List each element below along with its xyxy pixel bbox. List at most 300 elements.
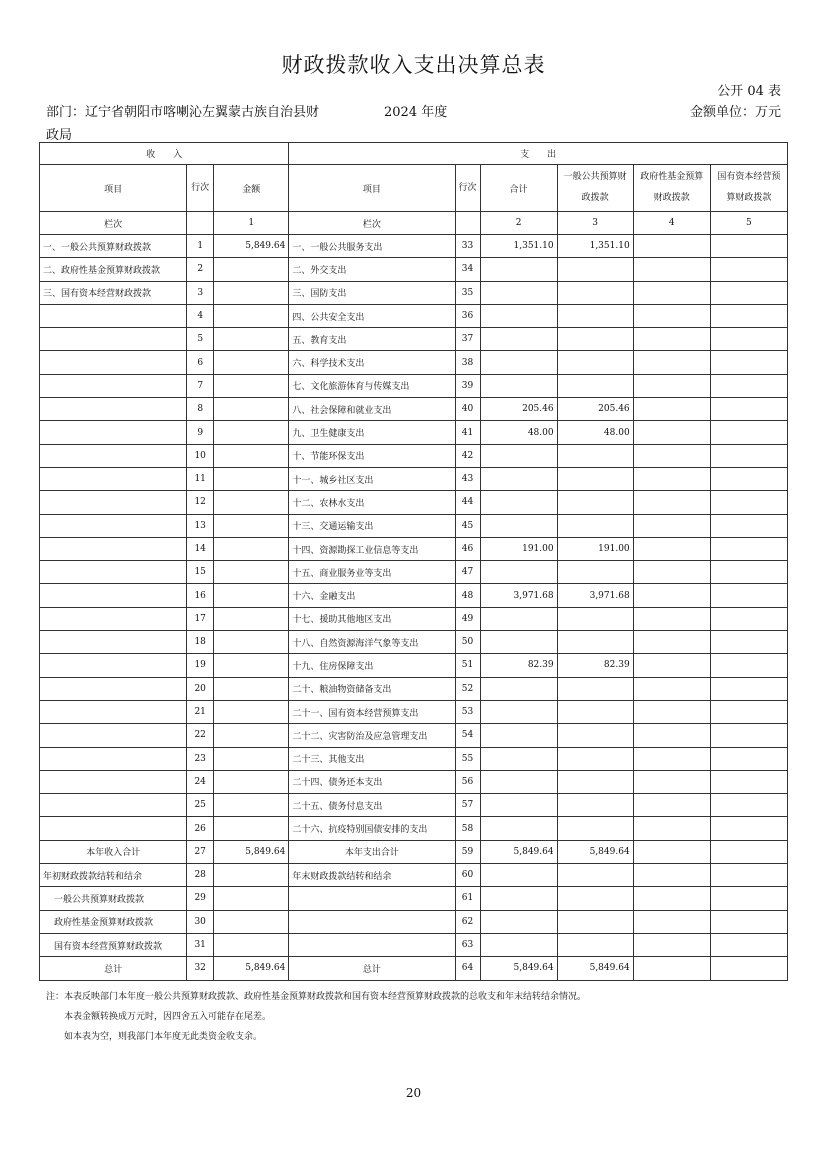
expense-row-no-cell: 38: [455, 351, 480, 374]
expense-row-no-cell: 55: [455, 747, 480, 770]
expense-total-cell: [480, 281, 557, 304]
expense-item-cell: 二、外交支出: [289, 258, 455, 281]
expense-total-cell: [480, 887, 557, 910]
income-amount-cell: [214, 933, 289, 956]
table-row: [40, 957, 788, 980]
expense-item-cell: 十六、金融支出: [289, 584, 455, 607]
gov-fund-cell: [633, 677, 710, 700]
income-row-no-cell: 3: [187, 281, 214, 304]
table-row: [40, 840, 788, 863]
expense-row-no-header: 行次: [455, 165, 480, 212]
income-row-no-cell: 5: [187, 328, 214, 351]
general-budget-cell: [557, 724, 633, 747]
income-item-cell: 本年收入合计: [40, 840, 187, 863]
income-header: 收 入: [40, 143, 289, 165]
state-capital-cell: [710, 700, 787, 723]
gov-fund-cell: [633, 584, 710, 607]
expense-total-cell: 191.00: [480, 537, 557, 560]
expense-item-header: 项目: [289, 165, 455, 212]
expense-total-cell: [480, 467, 557, 490]
empty-cell: [455, 212, 480, 235]
expense-total-cell: [480, 724, 557, 747]
department: [46, 101, 346, 147]
income-item-cell: [40, 747, 187, 770]
income-amount-cell: [214, 514, 289, 537]
expense-total-cell: 3,971.68: [480, 584, 557, 607]
income-amount-cell: [214, 631, 289, 654]
expense-row-no-cell: 52: [455, 677, 480, 700]
general-budget-cell: [557, 374, 633, 397]
expense-total-cell: [480, 794, 557, 817]
income-col-label: 栏次: [40, 212, 187, 235]
expense-total-cell: [480, 933, 557, 956]
income-row-no-cell: 16: [187, 584, 214, 607]
expense-total-cell: [480, 258, 557, 281]
general-budget-cell: [557, 607, 633, 630]
gov-fund-cell: [633, 561, 710, 584]
table-row: [40, 328, 788, 351]
general-budget-cell: [557, 328, 633, 351]
expense-total-cell: [480, 864, 557, 887]
income-row-no-cell: 25: [187, 794, 214, 817]
expense-item-cell: 十三、交通运输支出: [289, 514, 455, 537]
amount-unit: 金额单位：万元: [689, 105, 781, 120]
state-capital-cell: [710, 957, 787, 980]
gov-fund-cell: [633, 491, 710, 514]
expense-item-cell: 十四、资源勘探工业信息等支出: [289, 537, 455, 560]
income-item-cell: [40, 677, 187, 700]
income-amount-cell: [214, 398, 289, 421]
gov-fund-cell: [633, 747, 710, 770]
expense-row-no-cell: 42: [455, 444, 480, 467]
col-number-5: 5: [710, 212, 787, 235]
expense-item-cell: 九、卫生健康支出: [289, 421, 455, 444]
note-2: 本表金额转换成万元时，因四舍五入可能存在尾差。: [64, 1012, 272, 1022]
income-row-no-cell: 15: [187, 561, 214, 584]
general-budget-cell: [557, 770, 633, 793]
income-amount-cell: [214, 677, 289, 700]
state-capital-cell: [710, 444, 787, 467]
income-row-no-cell: 2: [187, 258, 214, 281]
expense-total-cell: 5,849.64: [480, 957, 557, 980]
expense-row-no-cell: 33: [455, 235, 480, 258]
state-capital-cell: [710, 910, 787, 933]
gov-fund-cell: [633, 770, 710, 793]
expense-row-no-cell: 47: [455, 561, 480, 584]
income-row-no-cell: 22: [187, 724, 214, 747]
expense-item-cell: [289, 887, 455, 910]
general-budget-header: 一般公共预算财政拨款: [557, 165, 633, 212]
col-number-2: 2: [480, 212, 557, 235]
expense-total-cell: [480, 328, 557, 351]
page-title: 财政拨款收入支出决算总表: [281, 53, 546, 77]
state-capital-cell: [710, 770, 787, 793]
expense-row-no-cell: 43: [455, 467, 480, 490]
table-row: [40, 514, 788, 537]
income-amount-cell: [214, 794, 289, 817]
state-capital-cell: [710, 840, 787, 863]
table-row: [40, 933, 788, 956]
income-amount-cell: [214, 724, 289, 747]
footnotes: [46, 987, 586, 1047]
expense-item-cell: 二十、粮油物资储备支出: [289, 677, 455, 700]
income-row-no-cell: 8: [187, 398, 214, 421]
table-row: [40, 631, 788, 654]
expense-row-no-cell: 48: [455, 584, 480, 607]
state-capital-cell: [710, 537, 787, 560]
income-amount-cell: [214, 584, 289, 607]
column-number-row: [40, 212, 788, 235]
general-budget-cell: [557, 304, 633, 327]
gov-fund-cell: [633, 235, 710, 258]
income-item-cell: 一、一般公共预算财政拨款: [40, 235, 187, 258]
expense-total-cell: 48.00: [480, 421, 557, 444]
form-number: 公开 04 表: [717, 84, 781, 99]
gov-fund-cell: [633, 957, 710, 980]
col-number-3: 3: [557, 212, 633, 235]
income-amount-cell: 5,849.64: [214, 840, 289, 863]
expense-item-cell: 十二、农林水支出: [289, 491, 455, 514]
income-amount-cell: [214, 421, 289, 444]
note-1: 注：本表反映部门本年度一般公共预算财政拨款、政府性基金预算财政拨款和国有资本经营预算财政拨款的总收支和年末结转结余情况。: [46, 992, 587, 1002]
table-row: [40, 607, 788, 630]
income-amount-cell: [214, 444, 289, 467]
state-capital-cell: [710, 351, 787, 374]
table-row: [40, 235, 788, 258]
fiscal-year: 2024 年度: [384, 105, 448, 120]
expense-row-no-cell: 50: [455, 631, 480, 654]
income-amount-cell: [214, 654, 289, 677]
income-row-no-cell: 7: [187, 374, 214, 397]
page-number: 20: [405, 1086, 422, 1100]
table-row: [40, 444, 788, 467]
expense-row-no-cell: 61: [455, 887, 480, 910]
gov-fund-cell: [633, 281, 710, 304]
income-row-no-cell: 24: [187, 770, 214, 793]
income-row-no-cell: 30: [187, 910, 214, 933]
expense-row-no-cell: 51: [455, 654, 480, 677]
table-row: [40, 724, 788, 747]
gov-fund-cell: [633, 864, 710, 887]
income-amount-cell: [214, 770, 289, 793]
state-capital-cell: [710, 677, 787, 700]
income-item-cell: [40, 654, 187, 677]
general-budget-cell: [557, 910, 633, 933]
state-capital-cell: [710, 584, 787, 607]
income-amount-cell: [214, 467, 289, 490]
gov-fund-cell: [633, 840, 710, 863]
state-capital-cell: [710, 561, 787, 584]
state-capital-cell: [710, 421, 787, 444]
gov-fund-cell: [633, 421, 710, 444]
state-capital-cell: [710, 887, 787, 910]
expense-item-cell: 本年支出合计: [289, 840, 455, 863]
income-amount-cell: [214, 747, 289, 770]
state-capital-cell: [710, 398, 787, 421]
expense-total-cell: 82.39: [480, 654, 557, 677]
income-row-no-cell: 6: [187, 351, 214, 374]
income-row-no-cell: 31: [187, 933, 214, 956]
table-row: [40, 491, 788, 514]
gov-fund-cell: [633, 887, 710, 910]
state-capital-cell: [710, 328, 787, 351]
expense-total-cell: [480, 374, 557, 397]
income-row-no-cell: 17: [187, 607, 214, 630]
state-capital-cell: [710, 933, 787, 956]
general-budget-cell: [557, 933, 633, 956]
expense-total-cell: [480, 491, 557, 514]
table-row: [40, 258, 788, 281]
expense-row-no-cell: 45: [455, 514, 480, 537]
income-item-cell: [40, 700, 187, 723]
gov-fund-cell: [633, 537, 710, 560]
expense-row-no-cell: 58: [455, 817, 480, 840]
expense-total-cell: [480, 817, 557, 840]
state-capital-cell: [710, 514, 787, 537]
table-row: [40, 467, 788, 490]
table-row: [40, 351, 788, 374]
expense-item-cell: 十五、商业服务业等支出: [289, 561, 455, 584]
expense-row-no-cell: 54: [455, 724, 480, 747]
gov-fund-cell: [633, 933, 710, 956]
expense-row-no-cell: 35: [455, 281, 480, 304]
state-capital-cell: [710, 724, 787, 747]
state-capital-cell: [710, 235, 787, 258]
expense-total-cell: 205.46: [480, 398, 557, 421]
income-item-cell: [40, 328, 187, 351]
table-row: [40, 374, 788, 397]
gov-fund-cell: [633, 258, 710, 281]
gov-fund-cell: [633, 631, 710, 654]
table-row: [40, 817, 788, 840]
expense-row-no-cell: 37: [455, 328, 480, 351]
income-amount-cell: [214, 817, 289, 840]
income-row-no-cell: 18: [187, 631, 214, 654]
department-line-2: 政局: [46, 128, 73, 143]
gov-fund-cell: [633, 724, 710, 747]
general-budget-cell: 191.00: [557, 537, 633, 560]
income-item-cell: [40, 561, 187, 584]
income-amount-cell: [214, 910, 289, 933]
income-amount-cell: [214, 537, 289, 560]
expense-total-cell: [480, 444, 557, 467]
expense-row-no-cell: 59: [455, 840, 480, 863]
expense-row-no-cell: 49: [455, 607, 480, 630]
budget-summary-table: [39, 142, 788, 981]
column-header-row: [40, 165, 788, 212]
table-row: [40, 910, 788, 933]
expense-row-no-cell: 46: [455, 537, 480, 560]
income-amount-cell: [214, 351, 289, 374]
general-budget-cell: [557, 794, 633, 817]
table-row: [40, 561, 788, 584]
expense-item-cell: 二十五、债务付息支出: [289, 794, 455, 817]
income-item-cell: [40, 817, 187, 840]
general-budget-cell: [557, 514, 633, 537]
income-amount-cell: [214, 700, 289, 723]
gov-fund-cell: [633, 467, 710, 490]
expense-total-cell: [480, 304, 557, 327]
col-number-1: 1: [214, 212, 289, 235]
gov-fund-cell: [633, 304, 710, 327]
income-item-cell: [40, 374, 187, 397]
expense-item-cell: 七、文化旅游体育与传媒支出: [289, 374, 455, 397]
income-item-cell: [40, 351, 187, 374]
general-budget-cell: [557, 281, 633, 304]
general-budget-cell: [557, 887, 633, 910]
gov-fund-cell: [633, 351, 710, 374]
general-budget-cell: 82.39: [557, 654, 633, 677]
expense-row-no-cell: 39: [455, 374, 480, 397]
income-row-no-cell: 21: [187, 700, 214, 723]
general-budget-cell: 48.00: [557, 421, 633, 444]
expense-item-cell: 二十一、国有资本经营预算支出: [289, 700, 455, 723]
expense-total-cell: [480, 561, 557, 584]
expense-row-no-cell: 44: [455, 491, 480, 514]
income-amount-cell: [214, 561, 289, 584]
gov-fund-cell: [633, 444, 710, 467]
income-amount-cell: [214, 281, 289, 304]
general-budget-cell: [557, 467, 633, 490]
table-row: [40, 584, 788, 607]
general-budget-cell: 1,351.10: [557, 235, 633, 258]
general-budget-cell: [557, 491, 633, 514]
expense-item-cell: 五、教育支出: [289, 328, 455, 351]
income-row-no-header: 行次: [187, 165, 214, 212]
general-budget-cell: [557, 258, 633, 281]
expense-total-header: 合计: [480, 165, 557, 212]
expense-item-cell: 十七、援助其他地区支出: [289, 607, 455, 630]
expense-total-cell: [480, 607, 557, 630]
expense-row-no-cell: 53: [455, 700, 480, 723]
state-capital-cell: [710, 467, 787, 490]
expense-item-cell: 一、一般公共服务支出: [289, 235, 455, 258]
department-line-1: 部门：辽宁省朝阳市喀喇沁左翼蒙古族自治县财: [46, 105, 320, 120]
table-row: [40, 794, 788, 817]
expense-item-cell: 年末财政拨款结转和结余: [289, 864, 455, 887]
table-row: [40, 677, 788, 700]
expense-row-no-cell: 40: [455, 398, 480, 421]
gov-fund-cell: [633, 374, 710, 397]
expense-col-label: 栏次: [289, 212, 455, 235]
expense-item-cell: 六、科学技术支出: [289, 351, 455, 374]
income-row-no-cell: 1: [187, 235, 214, 258]
income-amount-cell: [214, 304, 289, 327]
income-row-no-cell: 11: [187, 467, 214, 490]
table-row: [40, 304, 788, 327]
expense-row-no-cell: 62: [455, 910, 480, 933]
income-row-no-cell: 23: [187, 747, 214, 770]
expense-total-cell: [480, 514, 557, 537]
income-row-no-cell: 14: [187, 537, 214, 560]
income-item-cell: [40, 304, 187, 327]
expense-row-no-cell: 41: [455, 421, 480, 444]
income-amount-cell: [214, 887, 289, 910]
general-budget-cell: [557, 561, 633, 584]
income-amount-cell: [214, 374, 289, 397]
income-row-no-cell: 27: [187, 840, 214, 863]
income-amount-cell: 5,849.64: [214, 957, 289, 980]
expense-total-cell: [480, 631, 557, 654]
expense-total-cell: [480, 700, 557, 723]
state-capital-cell: [710, 864, 787, 887]
state-capital-cell: [710, 258, 787, 281]
general-budget-cell: [557, 631, 633, 654]
expense-row-no-cell: 36: [455, 304, 480, 327]
expense-item-cell: 总计: [289, 957, 455, 980]
state-capital-cell: [710, 631, 787, 654]
expense-row-no-cell: 60: [455, 864, 480, 887]
state-capital-cell: [710, 304, 787, 327]
income-item-cell: 政府性基金预算财政拨款: [40, 910, 187, 933]
state-capital-cell: [710, 817, 787, 840]
expense-total-cell: [480, 351, 557, 374]
income-amount-cell: 5,849.64: [214, 235, 289, 258]
income-item-cell: [40, 444, 187, 467]
general-budget-cell: 5,849.64: [557, 957, 633, 980]
table-row: [40, 700, 788, 723]
income-item-cell: [40, 514, 187, 537]
table-row: [40, 537, 788, 560]
income-row-no-cell: 29: [187, 887, 214, 910]
state-capital-cell: [710, 654, 787, 677]
state-capital-cell: [710, 794, 787, 817]
state-capital-cell: [710, 491, 787, 514]
income-row-no-cell: 9: [187, 421, 214, 444]
general-budget-cell: [557, 864, 633, 887]
income-item-cell: [40, 491, 187, 514]
table-row: [40, 398, 788, 421]
table-row: [40, 770, 788, 793]
gov-fund-header: 政府性基金预算财政拨款: [633, 165, 710, 212]
income-item-cell: [40, 794, 187, 817]
income-row-no-cell: 26: [187, 817, 214, 840]
income-row-no-cell: 32: [187, 957, 214, 980]
general-budget-cell: 3,971.68: [557, 584, 633, 607]
income-row-no-cell: 20: [187, 677, 214, 700]
income-row-no-cell: 10: [187, 444, 214, 467]
income-item-cell: 国有资本经营预算财政拨款: [40, 933, 187, 956]
income-item-cell: [40, 398, 187, 421]
expense-item-cell: [289, 910, 455, 933]
expense-item-cell: 四、公共安全支出: [289, 304, 455, 327]
expense-row-no-cell: 56: [455, 770, 480, 793]
income-item-cell: [40, 770, 187, 793]
income-amount-cell: [214, 258, 289, 281]
income-item-cell: [40, 724, 187, 747]
expense-item-cell: 三、国防支出: [289, 281, 455, 304]
income-row-no-cell: 4: [187, 304, 214, 327]
income-item-cell: [40, 537, 187, 560]
table-row: [40, 421, 788, 444]
expense-item-cell: 二十六、抗疫特别国债安排的支出: [289, 817, 455, 840]
state-capital-cell: [710, 281, 787, 304]
general-budget-cell: [557, 351, 633, 374]
income-item-header: 项目: [40, 165, 187, 212]
income-item-cell: [40, 421, 187, 444]
income-item-cell: 三、国有资本经营财政拨款: [40, 281, 187, 304]
expense-item-cell: [289, 933, 455, 956]
income-item-cell: [40, 607, 187, 630]
expense-item-cell: 十一、城乡社区支出: [289, 467, 455, 490]
state-capital-cell: [710, 747, 787, 770]
table-row: [40, 281, 788, 304]
gov-fund-cell: [633, 654, 710, 677]
expense-row-no-cell: 64: [455, 957, 480, 980]
income-item-cell: 二、政府性基金预算财政拨款: [40, 258, 187, 281]
gov-fund-cell: [633, 910, 710, 933]
expense-total-cell: [480, 910, 557, 933]
